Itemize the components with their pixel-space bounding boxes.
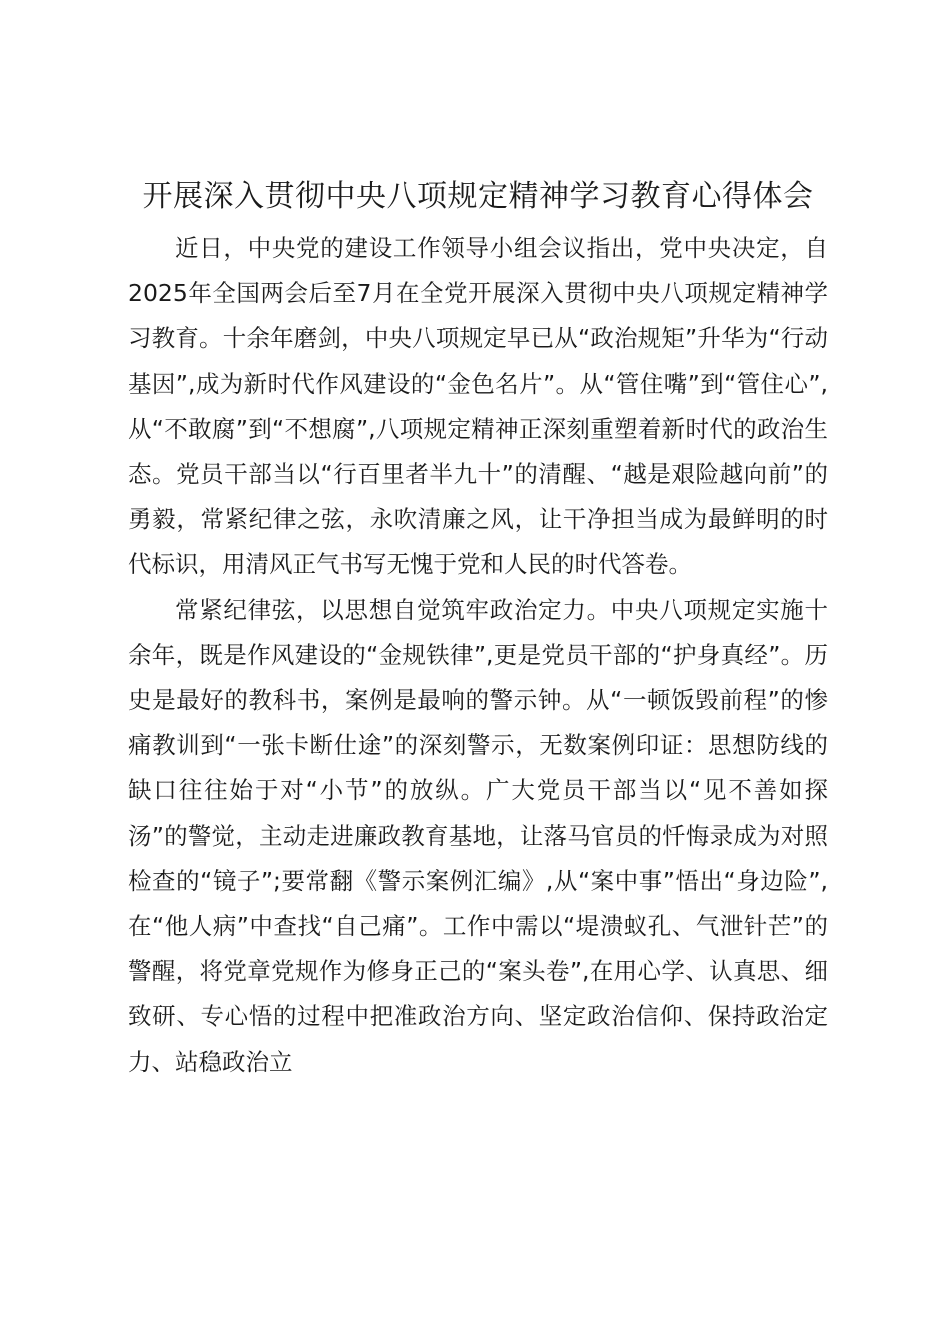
document-title: 开展深入贯彻中央八项规定精神学习教育心得体会 bbox=[142, 179, 814, 214]
document-body bbox=[128, 226, 828, 1085]
paragraph-1: 近日，中央党的建设工作领导小组会议指出，党中央决定，自2025年全国两会后至7月在全党开展深入贯彻中央八项规定精神学习教育。十余年磨剑，中央八项规定早已从“政治规矩”升华为“行动基因”,成为新时代作风建设的“金色名片”。从“管住嘴”到“管住心”,从“不敢腐”到“不想腐”,八项规定精神正深刻重塑着新时代的政治生态。党员干部当以“行百里者半九十”的清醒、“越是艰险越向前”的勇毅，常紧纪律之弦，永吹清廉之风，让干净担当成为最鲜明的时代标识，用清风正气书写无愧于党和人民的时代答卷。 bbox=[128, 234, 828, 579]
paragraph-2: 常紧纪律弦，以思想自觉筑牢政治定力。中央八项规定实施十余年，既是作风建设的“金规铁律”,更是党员干部的“护身真经”。历史是最好的教科书，案例是最响的警示钟。从“一顿饭毁前程”的惨痛教训到“一张卡断仕途”的深刻警示，无数案例印证：思想防线的缺口往往始于对“小节”的放纵。广大党员干部当以“见不善如探汤”的警觉，主动走进廉政教育基地，让落马官员的忏悔录成为对照检查的“镜子”;要常翻《警示案例汇编》,从“案中事”悟出“身边险”,在“他人病”中查找“自己痛”。工作中需以“堤溃蚁孔、气泄针芒”的警醒，将党章党规作为修身正己的“案头卷”,在用心学、认真思、细致研、专心悟的过程中把准政治方向、坚定政治信仰、保持政治定力、站稳政治立 bbox=[128, 595, 828, 1076]
document-page bbox=[128, 172, 828, 1085]
